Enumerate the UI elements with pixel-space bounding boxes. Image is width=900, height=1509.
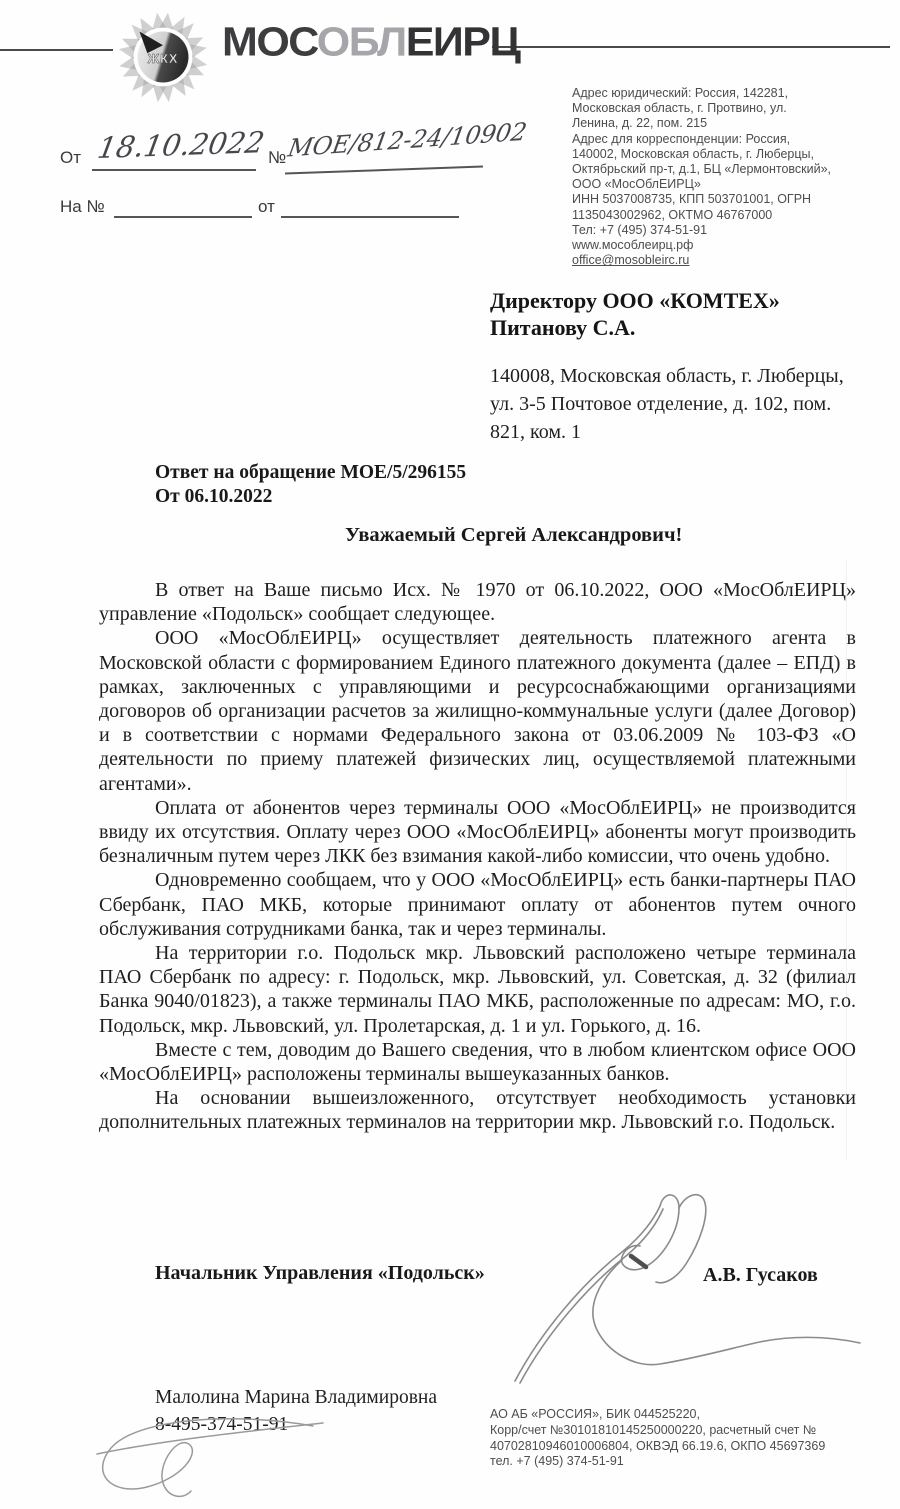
paragraph: Оплата от абонентов через терминалы ООО «МосОблЕИРЦ» не производится ввиду их отсутствия. Оплату через ООО «МосОблЕИРЦ» абоненты могут производить безналичным путем через ЛКК без взимания какой-либо комиссии, что очень удобно.: [99, 796, 856, 868]
brand-wordmark: [222, 20, 519, 66]
scan-artifact-line: [846, 560, 847, 1160]
bank-line: Корр/счет №30101810145250000220, расчетный счет №: [490, 1422, 817, 1437]
address-line: 1135043002962, ОКТМО 46767000: [572, 207, 773, 222]
sun-zhkh-logo-icon: [112, 6, 214, 108]
reply-number-blank: [114, 216, 252, 218]
phone-line: Тел: +7 (495) 374-51-91: [572, 222, 708, 237]
address-line: Октябрьский пр-т, д.1, БЦ «Лермонтовский»,: [572, 162, 832, 177]
letterhead-address-block: [572, 86, 852, 268]
paragraph: Вместе с тем, доводим до Вашего сведения, что в любом клиентском офисе ООО «МосОблЕИРЦ» расположены терминалы вышеуказанных банков.: [99, 1038, 856, 1086]
address-line: 140002, Московская область, г. Люберцы,: [572, 146, 814, 161]
recipient-address-line: 140008, Московская область, г. Люберцы,: [490, 365, 844, 387]
letter-body: [99, 578, 856, 1135]
paragraph: На территории г.о. Подольск мкр. Львовский расположено четыре терминала ПАО Сбербанк по адресу: г. Подольск, мкр. Львовский, ул. Советская, д. 32 (филиал Банка 9040/01823), а также терминалы ПАО МКБ, расположенные по адресам: МО, г.о. Подольск, мкр. Львовский, ул. Пролетарская, д. 1 и ул. Горького, д. 16.: [99, 942, 856, 1037]
address-line: Ленина, д. 22, пом. 215: [572, 116, 708, 131]
brand-part-obl: ОБЛ: [316, 20, 406, 66]
paragraph: Одновременно сообщаем, что у ООО «МосОблЕИРЦ» есть банки-партнеры ПАО Сбербанк, ПАО МКБ, которые принимают оплату от абонентов путем очного обслуживания сотрудниками банка, так и через терминалы.: [99, 869, 856, 940]
subject-block: [155, 461, 466, 509]
recipient-title-line: Директору ООО «КОМТЕХ»: [490, 288, 780, 313]
signer-name: А.В. Гусаков: [703, 1264, 818, 1286]
header-rule-left: [0, 49, 113, 51]
recipient-address-line: ул. 3-5 Почтовое отделение, д. 102, пом.: [490, 393, 832, 415]
director-signature-icon: [480, 1180, 900, 1415]
executor-name: Малолина Марина Владимировна: [155, 1387, 437, 1408]
outgoing-date-handwritten: 18.10.2022: [95, 124, 268, 166]
email-line: office@mosobleirc.ru: [572, 253, 690, 268]
date-underline: [92, 169, 256, 171]
website-line: www.мособлеирц.рф: [572, 238, 694, 253]
reply-date-blank: [281, 216, 459, 218]
paragraph: ООО «МосОблЕИРЦ» осуществляет деятельность платежного агента в Московской области с формированием Единого платежного документа (далее – ЕПД) в рамках, заключенных с управляющими и ресурсоснабжающими организациями договоров об организации расчетов за жилищно-коммунальные услуги (далее Договор) и в соответствии с нормами Федерального закона от 03.06.2009 № 103-ФЗ «О деятельности по приему платежей физических лиц, осуществляемой платежными агентами».: [99, 627, 856, 795]
brand-part-eirc: ЕИРЦ: [405, 20, 520, 66]
address-line: ИНН 5037008735, КПП 503701001, ОГРН: [572, 192, 812, 207]
brand-part-mos: МОС: [222, 20, 317, 66]
subject-line: Ответ на обращение МОЕ/5/296155: [155, 462, 467, 483]
salutation: Уважаемый Сергей Александрович!: [345, 524, 683, 546]
subject-line: От 06.10.2022: [155, 486, 273, 507]
bank-details-block: [490, 1407, 860, 1470]
bank-line: АО АБ «РОССИЯ», БИК 044525220,: [490, 1407, 700, 1421]
paragraph: На основании вышеизложенного, отсутствует необходимость установки дополнительных платежных терминалов на территории мкр. Львовский г.о. Подольск.: [99, 1087, 856, 1134]
reply-to-number-label: На №: [60, 197, 105, 216]
executor-phone: 8-495-374-51-91: [155, 1414, 289, 1435]
number-underline: [285, 166, 483, 175]
number-label: №: [268, 148, 287, 167]
bank-line: тел. +7 (495) 374-51-91: [490, 1454, 624, 1469]
signer-position-title: Начальник Управления «Подольск»: [155, 1262, 485, 1284]
paragraph: В ответ на Ваше письмо Исх. № 1970 от 06.10.2022, ООО «МосОблЕИРЦ» управление «Подольск» сообщает следующее.: [99, 579, 856, 626]
executor-signature-icon: [85, 1406, 345, 1506]
address-line: ООО «МосОблЕИРЦ»: [572, 177, 701, 192]
outgoing-number-handwritten: МОЕ/812-24/10902: [285, 117, 529, 163]
from-label: От: [60, 148, 82, 167]
recipient-block: [490, 287, 780, 341]
recipient-address: [490, 362, 844, 446]
recipient-address-line: 821, ком. 1: [490, 421, 581, 443]
address-line: Адрес для корреспонденции: Россия,: [572, 131, 791, 146]
address-line: Адрес юридический: Россия, 142281,: [572, 86, 789, 100]
reply-from-label: от: [258, 197, 275, 216]
recipient-name-line: Питанову С.А.: [490, 315, 636, 340]
bank-line: 40702810946010006804, ОКВЭД 66.19.6, ОКПО 45697369: [490, 1438, 826, 1453]
address-line: Московская область, г. Протвино, ул.: [572, 101, 787, 116]
header-rule-right: [492, 46, 890, 48]
logo-zhkh-text: ЖКХ: [147, 50, 179, 66]
